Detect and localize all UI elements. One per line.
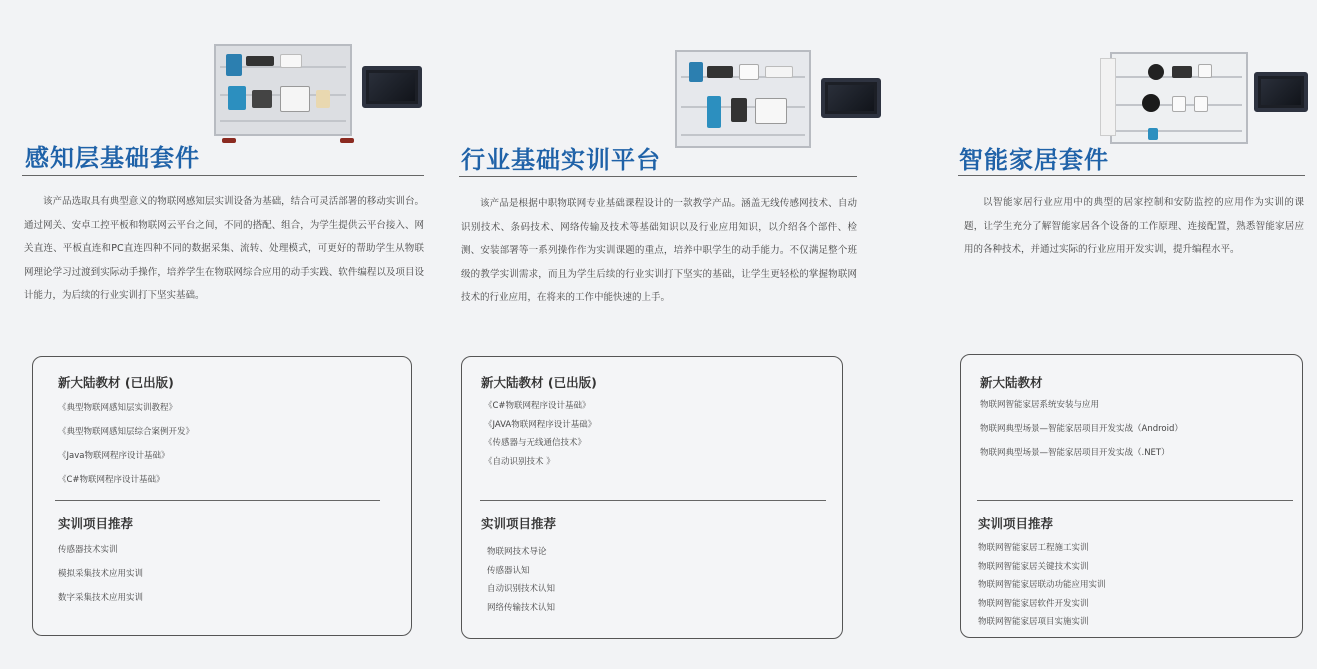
info-box <box>32 356 412 636</box>
project-item: 网络传输技术认知 <box>487 602 556 613</box>
kit-description: 该产品是根据中职物联网专业基础课程设计的一款教学产品。涵盖无线传感网技术、自动识别技术、条码技术、网络传输及技术等基础知识以及行业应用知识，以介绍各个部件、检测、安装部署等一系列操作作为实训课题的重点，培养中职学生的动手能力。不仅满足整个班级的教学实训需求，而且为学生后续的行业实训打下坚实的基础，让学生更轻松的掌握物联网技术的行业应用，在将来的工作中能快速的上手。 <box>461 198 857 303</box>
kit-title: 感知层基础套件 <box>25 144 200 172</box>
textbook-list <box>58 401 194 497</box>
product-image <box>1100 50 1312 150</box>
projects-heading: 实训项目推荐 <box>58 516 134 531</box>
project-item: 物联网技术导论 <box>487 547 547 557</box>
kit-title: 行业基础实训平台 <box>461 146 661 174</box>
textbook-item: 《传感器与无线通信技术》 <box>484 438 587 448</box>
textbook-list <box>980 398 1183 470</box>
textbook-list <box>484 399 596 473</box>
product-image <box>212 42 446 150</box>
project-list <box>487 545 555 619</box>
textbook-item: 《C#物联网程序设计基础》 <box>484 401 591 411</box>
project-item: 物联网智能家居项目实施实训 <box>978 617 1089 627</box>
info-box <box>461 356 843 639</box>
section-divider <box>480 500 826 501</box>
project-item: 传感器技术实训 <box>58 545 118 555</box>
title-underline <box>22 175 424 176</box>
textbook-item: 物联网典型场景—智能家居项目开发实战（Android） <box>980 424 1183 434</box>
textbook-item: 《典型物联网感知层综合案例开发》 <box>58 427 195 437</box>
project-item: 物联网智能家居软件开发实训 <box>978 598 1089 609</box>
project-item: 数字采集技术应用实训 <box>58 593 144 603</box>
textbook-item: 《JAVA物联网程序设计基础》 <box>484 419 597 430</box>
kit-description: 该产品选取具有典型意义的物联网感知层实训设备为基础，结合可灵活部署的移动实训台。通过网关、安卓工控平板和物联网云平台之间，不同的搭配、组合，为学生提供云平台接入、网关直连、平板直连和PC直连四种不同的数据采集、流转、处理模式，可更好的帮助学生从物联网理论学习过渡到实际动手操作，培养学生在物联网综合应用的动手实践、软件编程以及项目设计能力，为后续的行业实训打下坚实基础。 <box>24 196 424 301</box>
textbook-item: 物联网智能家居系统安装与应用 <box>980 400 1100 410</box>
title-underline <box>459 176 857 177</box>
textbook-item: 《C#物联网程序设计基础》 <box>58 475 165 485</box>
info-box <box>960 354 1303 638</box>
kit-title: 智能家居套件 <box>959 146 1109 174</box>
textbook-item: 《典型物联网感知层实训教程》 <box>58 403 178 413</box>
section-divider <box>55 500 380 501</box>
textbooks-heading: 新大陆教材 <box>980 375 1043 390</box>
textbooks-heading: 新大陆教材 (已出版) <box>481 375 597 390</box>
project-list <box>58 543 143 615</box>
title-underline <box>958 175 1305 176</box>
section-divider <box>977 500 1293 501</box>
project-item: 物联网智能家居关键技术实训 <box>978 561 1089 572</box>
project-item: 物联网智能家居工程施工实训 <box>978 543 1089 553</box>
product-image <box>673 48 885 156</box>
project-item: 传感器认知 <box>487 565 530 576</box>
textbook-item: 物联网典型场景—智能家居项目开发实战（.NET） <box>980 448 1170 458</box>
projects-heading: 实训项目推荐 <box>481 516 557 531</box>
project-item: 模拟采集技术应用实训 <box>58 569 144 579</box>
project-item: 物联网智能家居联动功能应用实训 <box>978 580 1106 590</box>
textbook-item: 《Java物联网程序设计基础》 <box>58 451 170 461</box>
project-list <box>978 541 1106 634</box>
textbook-item: 《自动识别技术 》 <box>484 456 555 467</box>
project-item: 自动识别技术认知 <box>487 584 556 594</box>
projects-heading: 实训项目推荐 <box>978 516 1054 531</box>
kit-description: 以智能家居行业应用中的典型的居家控制和安防监控的应用作为实训的课题，让学生充分了解智能家居各个设备的工作原理、连接配置，熟悉智能家居应用的各种技术，并通过实际的行业应用开发实训，提升编程水平。 <box>964 197 1304 255</box>
textbooks-heading: 新大陆教材 (已出版) <box>58 375 174 390</box>
